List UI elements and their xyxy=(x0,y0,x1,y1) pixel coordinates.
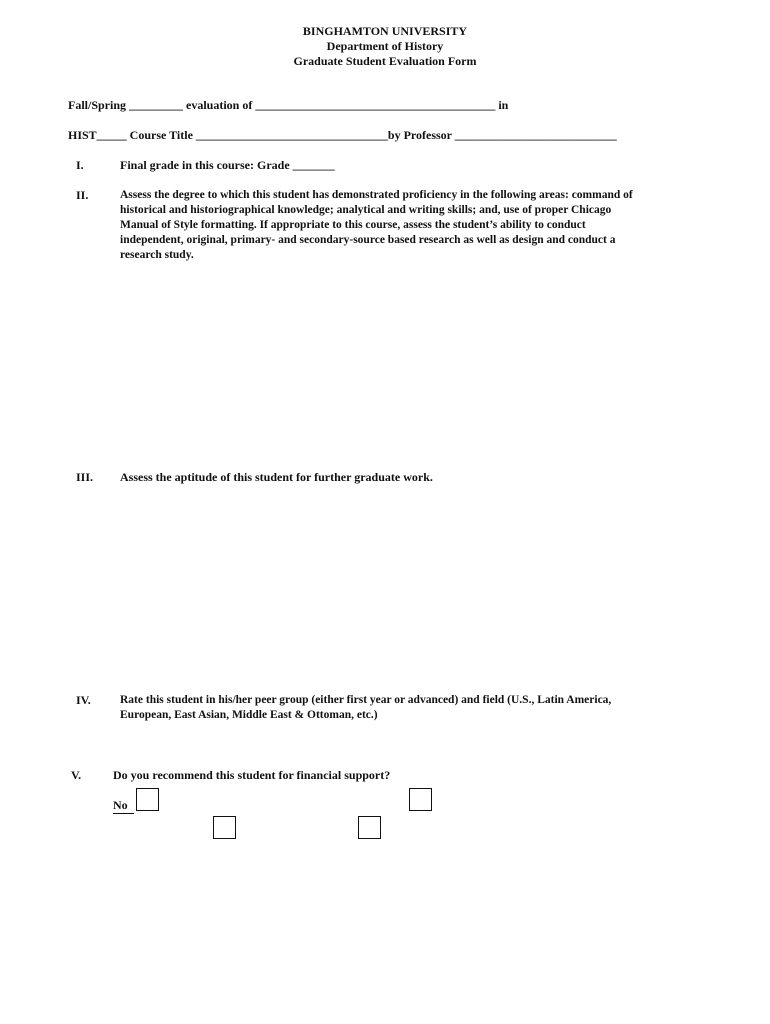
section-5-numeral: V. xyxy=(71,768,82,782)
section-2-numeral: II. xyxy=(76,188,89,202)
checkbox-right[interactable] xyxy=(409,788,432,811)
checkbox-lower-left[interactable] xyxy=(213,816,236,839)
university-name: BINGHAMTON UNIVERSITY xyxy=(302,24,468,38)
section-4-peer-rating-prompt: Rate this student in his/her peer group (either first year or advanced) and field (U.S., Latin America, European, East Asian, Middle East & Ottoman, etc.) xyxy=(120,694,612,721)
section-3-aptitude-prompt: Assess the aptitude of this student for further graduate work. xyxy=(120,470,433,484)
no-label: No xyxy=(113,798,134,814)
section-4-numeral: IV. xyxy=(76,693,91,707)
form-title: Graduate Student Evaluation Form xyxy=(293,54,477,68)
section-3-numeral: III. xyxy=(76,470,94,484)
section-5-financial-support-prompt: Do you recommend this student for financial support? xyxy=(113,768,391,782)
department-name: Department of History xyxy=(326,39,444,53)
no-checkbox[interactable] xyxy=(136,788,159,811)
section-2-proficiency-prompt: Assess the degree to which this student has demonstrated proficiency in the following areas: command of historical and historiographical knowledge; analytical and writing skills; and, use of proper Chicago Manual of Style formatting. If appropriate to this course, assess the student’s ability to conduct independent, original, primary- and secondary-source based research as well as design and conduct a research study. xyxy=(120,189,633,261)
term-evaluation-line[interactable]: Fall/Spring _________ evaluation of ________________________________________ in xyxy=(68,98,509,112)
checkbox-lower-right[interactable] xyxy=(358,816,381,839)
section-1-final-grade[interactable]: Final grade in this course: Grade _______ xyxy=(120,158,335,172)
course-professor-line[interactable]: HIST_____ Course Title ________________________________by Professor ___________________________ xyxy=(68,128,617,142)
section-1-numeral: I. xyxy=(76,158,84,172)
